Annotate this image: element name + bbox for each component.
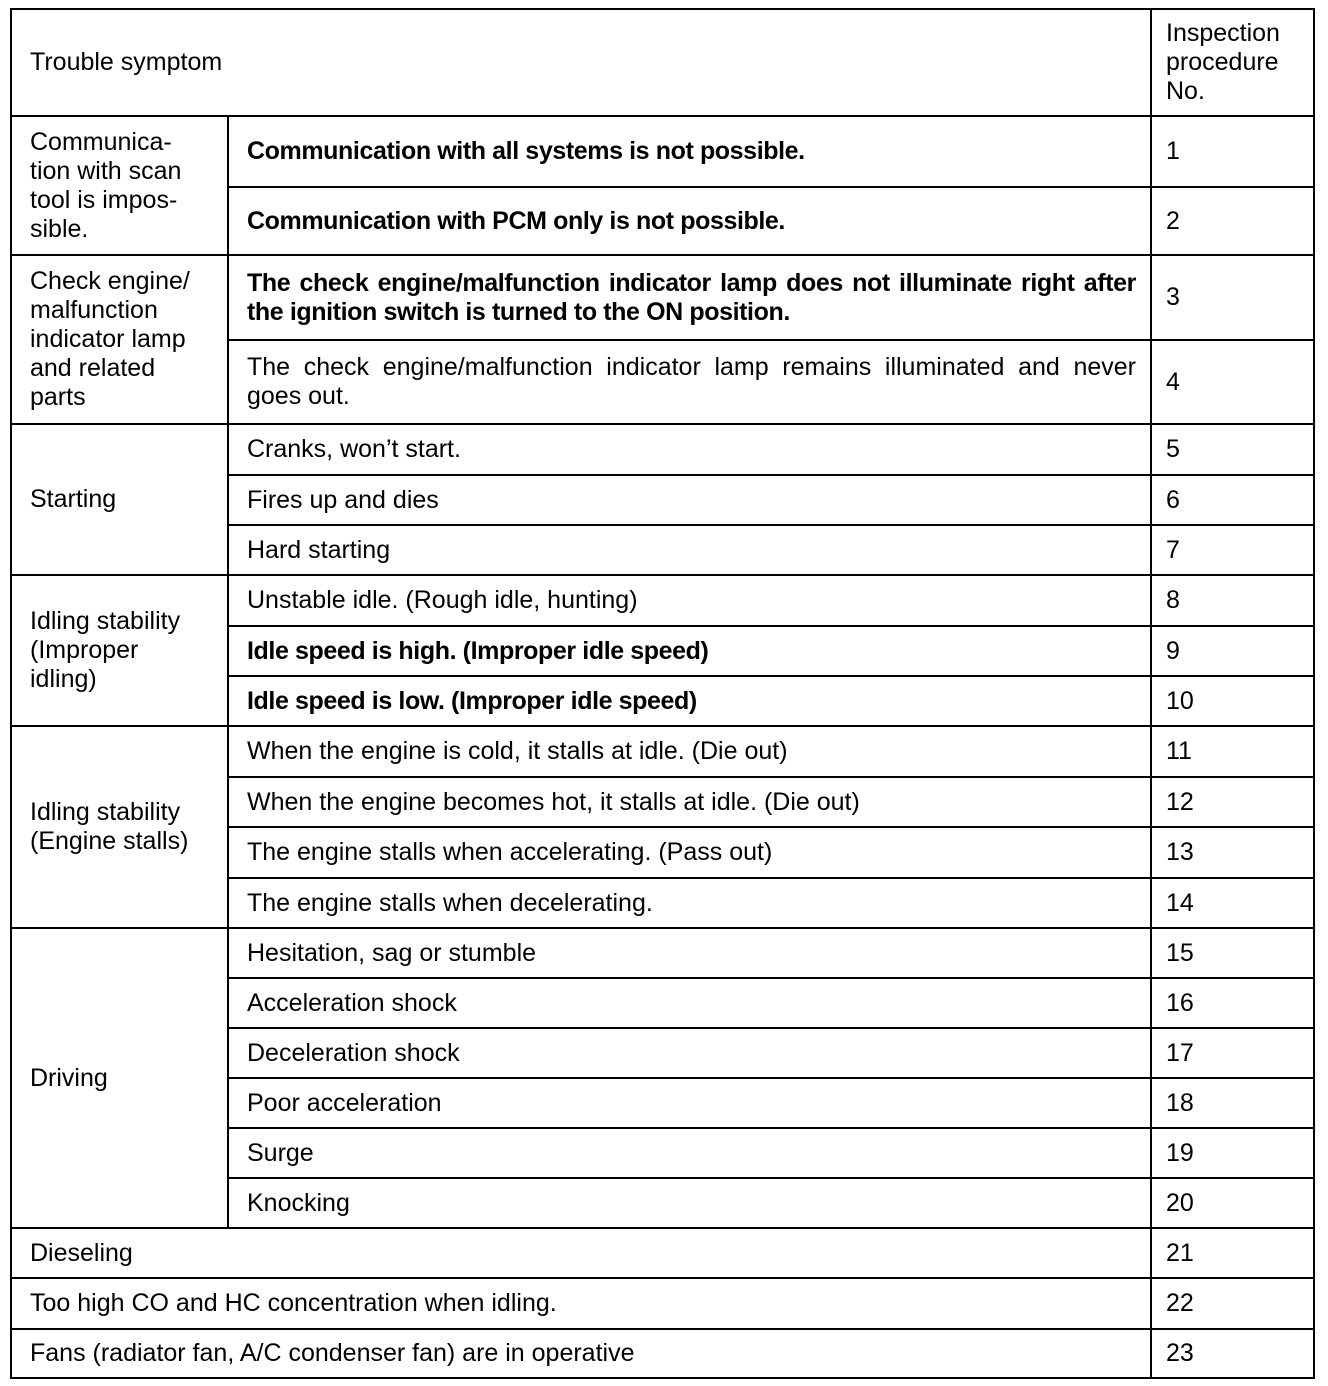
table-row [11, 928, 1314, 978]
group-label-line: (Improper [30, 636, 139, 664]
header-line: procedure [1166, 48, 1279, 76]
group-label-line: Communica- [30, 127, 172, 156]
procedure-number-cell: 3 [1151, 255, 1314, 340]
symptom-cell: Knocking [228, 1178, 1151, 1228]
symptom-cell: The engine stalls when accelerating. (Pass out) [228, 827, 1151, 878]
group-label-line: idling) [30, 665, 97, 693]
group-label-line: malfunction [30, 296, 158, 324]
procedure-number-cell: 18 [1151, 1078, 1314, 1128]
procedure-number-cell: 20 [1151, 1178, 1314, 1228]
procedure-number-cell: 12 [1151, 777, 1314, 827]
procedure-number-cell: 14 [1151, 878, 1314, 928]
symptom-cell: When the engine is cold, it stalls at idle. (Die out) [228, 726, 1151, 777]
symptom-cell: Dieseling [11, 1228, 1151, 1278]
group-label-line: Idling stability [30, 607, 181, 635]
symptom-cell: The engine stalls when decelerating. [228, 878, 1151, 928]
symptom-cell: Surge [228, 1128, 1151, 1178]
symptom-cell: Hesitation, sag or stumble [228, 928, 1151, 978]
group-label-line: tion with scan [30, 156, 182, 185]
table-row [11, 726, 1314, 777]
trouble-symptom-table [10, 8, 1315, 1379]
symptom-cell: Deceleration shock [228, 1028, 1151, 1078]
document-page [10, 8, 1315, 1379]
procedure-number-cell: 23 [1151, 1329, 1314, 1378]
group-label-engine-stalls [11, 726, 228, 928]
header-line: Inspection [1166, 19, 1280, 47]
table-row [11, 255, 1314, 340]
procedure-number-cell: 8 [1151, 575, 1314, 626]
group-label-line: Idling stability [30, 798, 181, 826]
symptom-cell: Poor acceleration [228, 1078, 1151, 1128]
symptom-cell: Hard starting [228, 525, 1151, 575]
group-label-driving [11, 928, 228, 1228]
procedure-number-cell: 4 [1151, 340, 1314, 424]
group-label-check-engine [11, 255, 228, 424]
symptom-cell: Fires up and dies [228, 475, 1151, 525]
procedure-number-cell: 17 [1151, 1028, 1314, 1078]
table-row [11, 116, 1314, 187]
symptom-cell: When the engine becomes hot, it stalls at idle. (Die out) [228, 777, 1151, 827]
symptom-cell: The check engine/malfunction indicator lamp remains illuminated and never goes out. [228, 340, 1151, 424]
symptom-cell: Cranks, won’t start. [228, 424, 1151, 475]
group-label-line: parts [30, 383, 86, 411]
group-label-line: Driving [30, 1063, 108, 1092]
symptom-cell: Idle speed is low. (Improper idle speed) [228, 676, 1151, 726]
symptom-cell: Acceleration shock [228, 978, 1151, 1028]
group-label-idling-improper [11, 575, 228, 726]
group-label-line: sible. [30, 214, 89, 243]
group-label-line: and related [30, 354, 156, 382]
procedure-number-cell: 15 [1151, 928, 1314, 978]
group-label-line: Starting [30, 485, 117, 513]
group-label-line: Check engine/ [30, 267, 190, 295]
procedure-number-cell: 1 [1151, 116, 1314, 187]
group-label-line: (Engine stalls) [30, 827, 189, 855]
table-header-row [11, 9, 1314, 116]
symptom-cell: Fans (radiator fan, A/C condenser fan) are in operative [11, 1329, 1151, 1378]
group-label-starting [11, 424, 228, 575]
symptom-cell: The check engine/malfunction indicator lamp does not illuminate right after the ignition switch is turned to the ON position. [228, 255, 1151, 340]
symptom-cell: Idle speed is high. (Improper idle speed) [228, 626, 1151, 676]
procedure-number-cell: 21 [1151, 1228, 1314, 1278]
procedure-number-cell: 5 [1151, 424, 1314, 475]
procedure-number-cell: 11 [1151, 726, 1314, 777]
group-label-line: tool is impos- [30, 185, 178, 214]
group-label-communication [11, 116, 228, 255]
procedure-number-cell: 13 [1151, 827, 1314, 878]
inspection-procedure-header [1151, 9, 1314, 116]
procedure-number-cell: 10 [1151, 676, 1314, 726]
procedure-number-cell: 2 [1151, 187, 1314, 255]
procedure-number-cell: 22 [1151, 1278, 1314, 1329]
symptom-cell: Communication with PCM only is not possible. [228, 187, 1151, 255]
table-row [11, 424, 1314, 475]
procedure-number-cell: 7 [1151, 525, 1314, 575]
procedure-number-cell: 6 [1151, 475, 1314, 525]
symptom-cell: Communication with all systems is not possible. [228, 116, 1151, 187]
group-label-line: indicator lamp [30, 325, 186, 353]
header-line: No. [1166, 77, 1205, 105]
procedure-number-cell: 16 [1151, 978, 1314, 1028]
symptom-cell: Too high CO and HC concentration when idling. [11, 1278, 1151, 1329]
table-row [11, 575, 1314, 626]
trouble-symptom-header: Trouble symptom [11, 9, 1151, 116]
table-row [11, 1278, 1314, 1329]
table-row [11, 1329, 1314, 1378]
table-row [11, 1228, 1314, 1278]
procedure-number-cell: 9 [1151, 626, 1314, 676]
procedure-number-cell: 19 [1151, 1128, 1314, 1178]
symptom-cell: Unstable idle. (Rough idle, hunting) [228, 575, 1151, 626]
